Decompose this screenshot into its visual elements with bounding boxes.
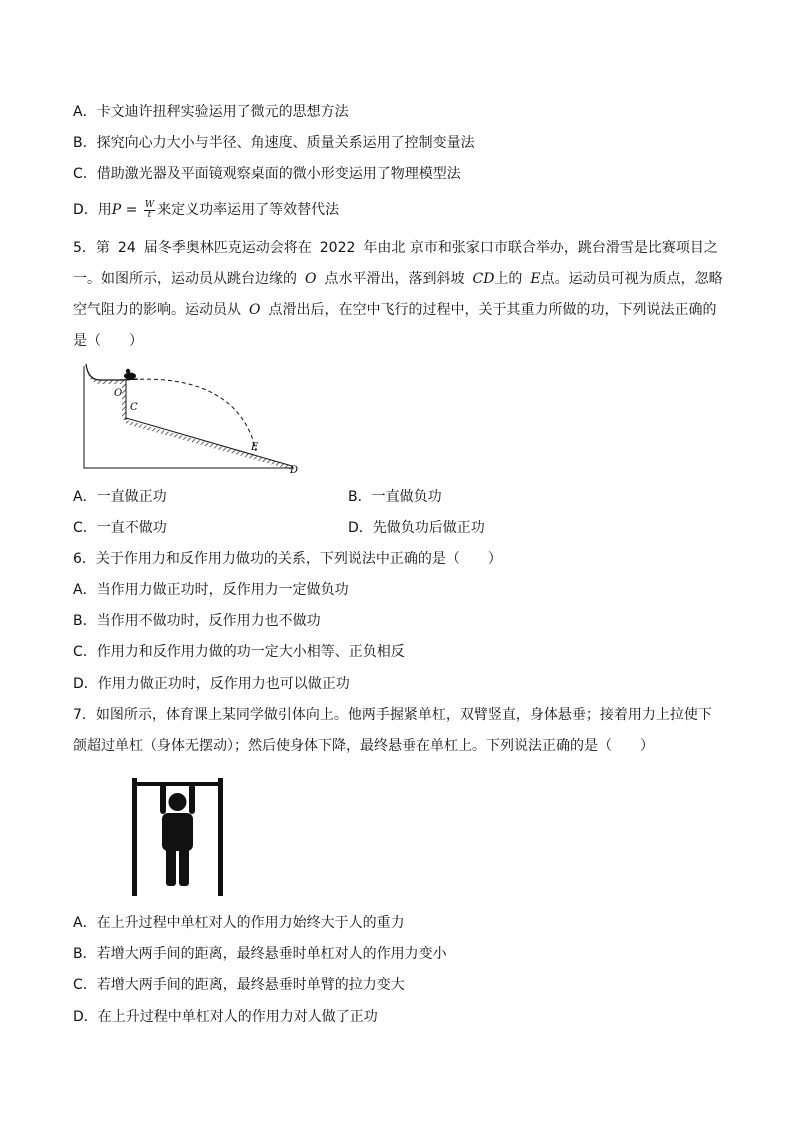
q5-text: 5．第	[73, 240, 110, 256]
ski-jump-figure	[70, 360, 310, 480]
equals-sign: =	[121, 202, 142, 218]
q5-year: 2022	[319, 240, 356, 256]
q5-stem-line-2	[73, 269, 723, 289]
pull-up-figure	[130, 778, 226, 898]
q6-option-b: B．当作用不做功时，反作用力也不做功	[73, 613, 321, 629]
q6-option-d: D．作用力做正功时，反作用力也可以做正功	[73, 676, 350, 692]
point-e-label: E	[530, 271, 541, 287]
q5-text: 上的	[494, 271, 523, 287]
q5-text: 空气阻力的影响。运动员从	[73, 302, 241, 318]
q5-text: 届冬季奥林匹克运动会将在	[143, 240, 312, 256]
q4-option-a: A．卡文迪许扭秤实验运用了微元的思想方法	[73, 104, 349, 120]
ramp-hatch	[86, 364, 122, 384]
figure-label-d: D	[290, 465, 299, 476]
q5-stem-line-1	[73, 238, 718, 258]
q5-option-b: B．一直做负功	[348, 489, 442, 505]
horizontal-bar	[132, 782, 223, 786]
q7-option-b: B．若增大两手间的距离，最终悬垂时单杠对人的作用力变小	[73, 946, 447, 962]
power-fraction	[144, 201, 155, 220]
left-post	[132, 778, 137, 896]
q5-stem-line-4: 是（ ）	[73, 333, 143, 349]
q5-text: 一。如图所示，运动员从跳台边缘的	[73, 271, 297, 287]
q4-option-d-prefix: D．用	[73, 202, 112, 218]
fraction-denominator: t	[147, 209, 152, 220]
q4-option-b: B．探究向心力大小与半径、角速度、质量关系运用了控制变量法	[73, 135, 475, 151]
figure-label-c: C	[130, 402, 138, 413]
point-o-label: O	[249, 302, 261, 318]
slope-cd-label: CD	[472, 271, 495, 287]
q4-option-d-suffix: 来定义功率运用了等效替代法	[157, 202, 340, 218]
q7-stem-line-2: 颌超过单杠（身体无摆动）；然后使身体下降，最终悬垂在单杠上。下列说法正确的是（ ）	[73, 738, 654, 754]
q4-option-c: C．借助激光器及平面镜观察桌面的微小形变运用了物理模型法	[73, 166, 461, 182]
fraction-numerator: W	[144, 199, 155, 210]
q5-option-d: D．先做负功后做正功	[348, 520, 485, 536]
q5-stem-line-3	[73, 300, 716, 320]
figure-label-e: E	[251, 442, 259, 453]
slope-line	[126, 418, 292, 466]
skier-icon	[120, 369, 138, 380]
person-icon	[160, 784, 195, 886]
right-post	[218, 778, 223, 896]
q7-option-c: C．若增大两手间的距离，最终悬垂时单臂的拉力变大	[73, 977, 405, 993]
q4-option-d	[73, 200, 339, 220]
q6-option-a: A．当作用力做正功时，反作用力一定做负功	[73, 582, 349, 598]
q7-stem-line-1: 7．如图所示，体育课上某同学做引体向上。他两手握紧单杠，双臂竖直，身体悬垂；接着用力上拉使下	[73, 707, 712, 723]
q5-text: 点水平滑出，落到斜坡	[324, 271, 465, 287]
q5-number: 24	[117, 240, 136, 256]
q7-option-d: D．在上升过程中单杠对人的作用力对人做了正功	[73, 1009, 378, 1025]
point-o-label: O	[305, 271, 317, 287]
figure-label-o: O	[114, 388, 123, 399]
q5-option-c: C．一直不做功	[73, 520, 167, 536]
power-symbol: P	[111, 202, 122, 218]
q5-text: 点滑出后，在空中飞行的过程中，关于其重力所做的功，下列说法正确的	[268, 302, 717, 318]
q6-stem: 6．关于作用力和反作用力做功的关系，下列说法中正确的是（ ）	[73, 551, 502, 567]
q7-option-a: A．在上升过程中单杠对人的作用力始终大于人的重力	[73, 915, 405, 931]
slope-hatch	[126, 420, 292, 470]
q5-text: 点。运动员可视为质点，忽略	[540, 271, 723, 287]
q5-text: 年由北 京市和张家口市联合举办，跳台滑雪是比赛项目之	[363, 240, 718, 256]
wall-hatch	[122, 380, 126, 420]
q5-option-a: A．一直做正功	[73, 489, 167, 505]
q6-option-c: C．作用力和反作用力做的功一定大小相等、正负相反	[73, 644, 405, 660]
